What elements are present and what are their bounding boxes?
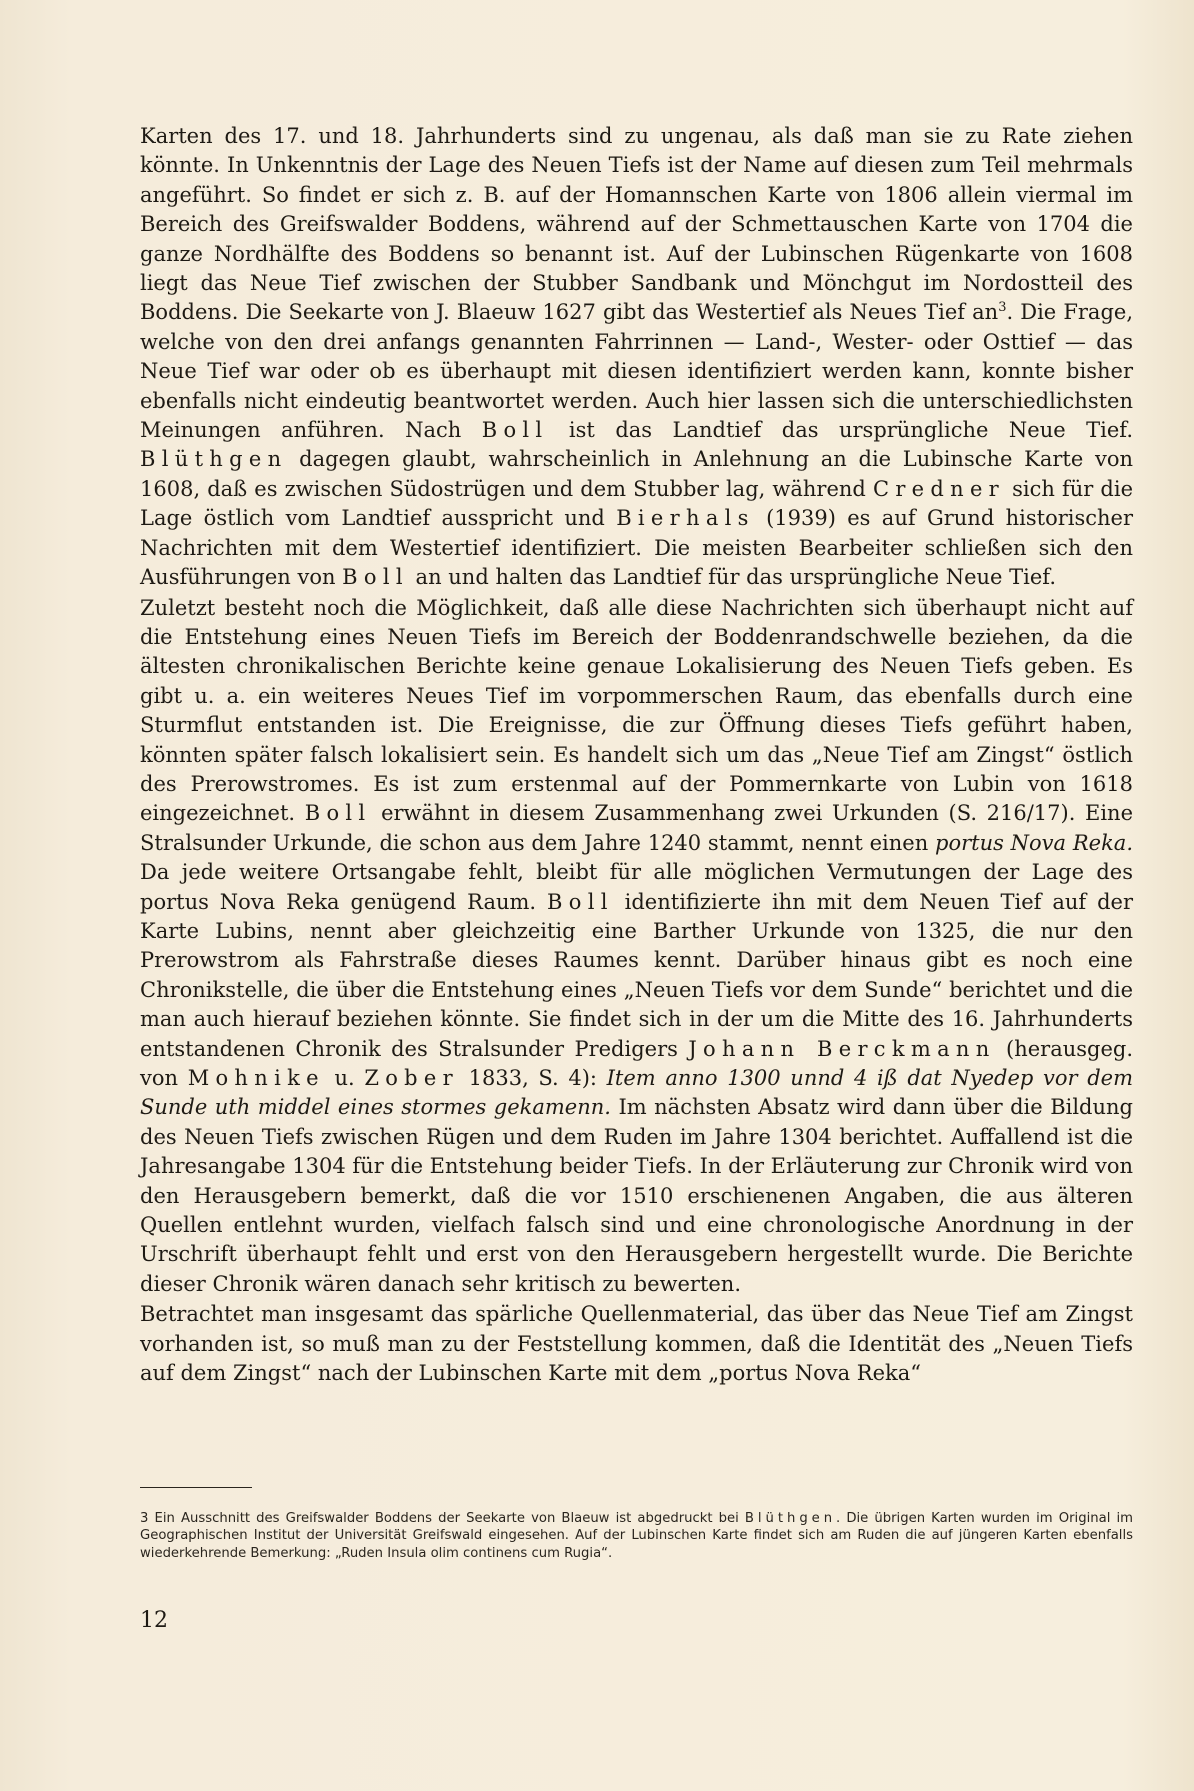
footnote (140, 1510, 1133, 1562)
chronicle-quote: Item anno 1300 unnd 4 iß dat Nyedep vor dem Sunde uth middel eines stormes gekamenn. (140, 1066, 1133, 1120)
author-name: Bierhals (616, 506, 755, 531)
footnote-divider (140, 1487, 252, 1488)
author-name: Boll (342, 565, 409, 590)
author-name: Zober (364, 1066, 459, 1090)
main-text (140, 122, 1133, 1389)
author-name: Johann Berckmann (688, 1036, 996, 1061)
author-name: Blüthgen (744, 1511, 837, 1526)
footnote-3: 3 Ein Ausschnitt des Greifswalder Boddens der Seekarte von Blaeuw ist abgedruckt bei Blüthgen. Die übrigen Karten wurden im Original im Geographischen Institut der Universität Greifswald eingesehen. Auf der Lubinschen Karte findet sich am Ruden die auf jüngeren Karten ebenfalls wiederkehrende Bemerkung: „Ruden Insula olim continens cum Rugia“. (140, 1511, 1133, 1561)
latin-term: portus Nova Reka. (935, 830, 1134, 855)
page-number: 12 (140, 1608, 168, 1633)
footnote-ref-3: 3 (998, 300, 1007, 316)
author-name: Boll (304, 801, 372, 826)
author-name: Credner (872, 476, 1006, 501)
paragraph-2: Zuletzt besteht noch die Möglichkeit, daß alle diese Nachrichten sich überhaupt nicht auf die Entstehung eines Neuen Tiefs im Bereich der Boddenrandschwelle beziehen, da die ältesten chronikalischen Berichte keine genaue Lokalisierung des Neuen Tiefs geben. Es gibt u. a. ein weiteres Neues Tief im vorpommerschen Raum, das ebenfalls durch eine Sturmflut entstanden ist. Die Ereignisse, die zur Öffnung dieses Tiefs geführt haben, könnten später falsch lokalisiert sein. Es handelt sich um das „Neue Tief am Zingst“ östlich des Prerowstromes. Es ist zum erstenmal auf der Pommernkarte von Lubin von 1618 eingezeichnet. Boll erwähnt in diesem Zusammenhang zwei Urkunden (S. 216/17). Eine Stralsunder Urkunde, die schon aus dem Jahre 1240 stammt, nennt einen portus Nova Reka. Da jede weitere Ortsangabe fehlt, bleibt für alle möglichen Vermutungen der Lage des portus Nova Reka genügend Raum. Boll identifizierte ihn mit dem Neuen Tief auf der Karte Lubins, nennt aber gleichzeitig eine Barther Urkunde von 1325, die nur den Prerowstrom als Fahrstraße dieses Raumes kennt. Darüber hinaus gibt es noch eine Chronikstelle, die über die Entstehung eines „Neuen Tiefs vor dem Sunde“ berichtet und die man auch hierauf beziehen könnte. Sie findet sich in der um die Mitte des 16. Jahrhunderts entstandenen Chronik des Stralsunder Predigers Johann Berckmann (herausgeg. von Mohnike u. Zober 1833, S. 4): Item anno 1300 unnd 4 iß dat Nyedep vor dem Sunde uth middel eines stormes gekamenn. Im nächsten Absatz wird dann über die Bildung des Neuen Tiefs zwischen Rügen und dem Ruden im Jahre 1304 berichtet. Auffallend ist die Jahresangabe 1304 für die Entstehung beider Tiefs. In der Erläuterung zur Chronik wird von den Herausgebern bemerkt, daß die vor 1510 erschienenen Angaben, die aus älteren Quellen entlehnt wurden, vielfach falsch sind und eine chronologische Anordnung in der Urschrift überhaupt fehlt und erst von den Herausgebern hergestellt wurde. Die Berichte dieser Chronik wären danach sehr kritisch zu bewerten. (140, 595, 1134, 1296)
paragraph-3: Betrachtet man insgesamt das spärliche Quellenmaterial, das über das Neue Tief am Zingst vorhanden ist, so muß man zu der Feststellung kommen, daß die Identität des „Neuen Tiefs auf dem Zingst“ nach der Lubinschen Karte mit dem „portus Nova Reka“ (140, 1302, 1133, 1386)
author-name: Boll (481, 418, 549, 443)
author-name: Boll (547, 889, 614, 914)
paragraph-1: Karten des 17. und 18. Jahrhunderts sind zu ungenau, als daß man sie zu Rate ziehen könnte. In Unkenntnis der Lage des Neuen Tiefs ist der Name auf diesen zum Teil mehrmals angeführt. So findet er sich z. B. auf der Homannschen Karte von 1806 allein viermal im Bereich des Greifswalder Boddens, während auf der Schmettauschen Karte von 1704 die ganze Nordhälfte des Boddens so benannt ist. Auf der Lubinschen Rügenkarte von 1608 liegt das Neue Tief zwischen der Stubber Sandbank und Mönchgut im Nordostteil des Boddens. Die Seekarte von J. Blaeuw 1627 gibt das Westertief als Neues Tief $an^3$. Die Frage, welche von den drei anfangs genannten Fahrrinnen — Land-, Wester- oder Osttief — das Neue Tief war oder ob es überhaupt mit diesen identifiziert werden kann, konnte bisher ebenfalls nicht eindeutig beantwortet werden. Auch hier lassen sich die unterschiedlichsten Meinungen anführen. Nach Boll ist das Landtief das ursprüngliche Neue Tief. Blüthgen dagegen glaubt, wahrscheinlich in Anlehnung an die Lubinsche Karte von 1608, daß es zwischen Südostrügen und dem Stubber lag, während Credner sich für die Lage östlich vom Landtief ausspricht und Bierhals (1939) es auf Grund historischer Nachrichten mit dem Westertief identifiziert. Die meisten Bearbeiter schließen sich den Ausführungen von Boll an und halten das Landtief für das ursprüngliche Neue Tief. (140, 124, 1134, 590)
author-name: Mohnike (187, 1066, 325, 1090)
author-name: Blüthgen (140, 447, 288, 472)
